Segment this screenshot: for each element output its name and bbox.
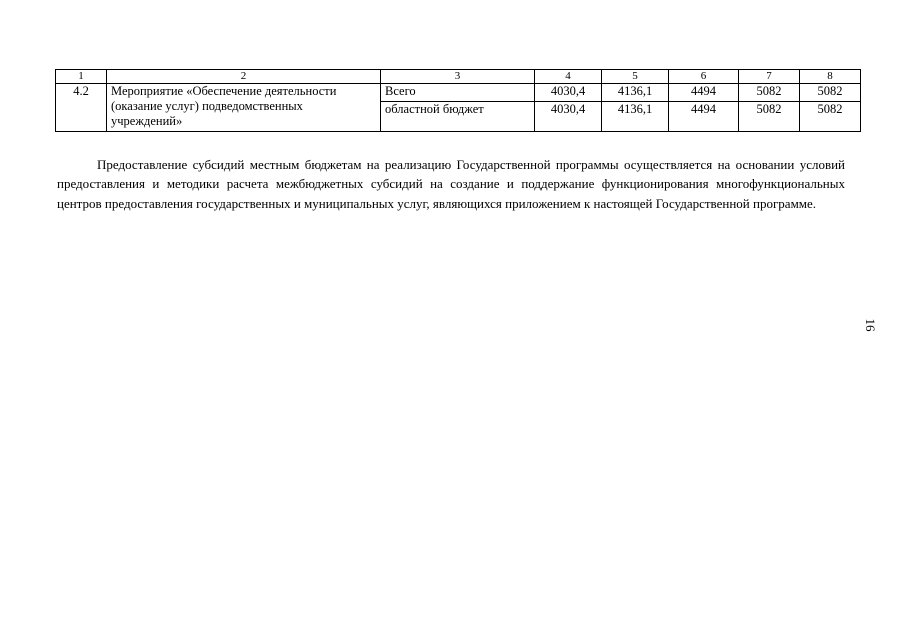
value-cell: 4136,1 <box>602 84 669 102</box>
funding-source: Всего <box>381 84 535 102</box>
value-cell: 4030,4 <box>535 102 602 132</box>
header-cell: 3 <box>381 70 535 84</box>
value-cell: 5082 <box>800 102 861 132</box>
funding-source: областной бюджет <box>381 102 535 132</box>
row-number: 4.2 <box>56 84 107 132</box>
page-number: 16 <box>863 318 878 332</box>
header-cell: 5 <box>602 70 669 84</box>
header-cell: 8 <box>800 70 861 84</box>
table-row <box>56 84 861 102</box>
body-paragraph: Предоставление субсидий местным бюджетам на реализацию Государственной программы осуществляется на основании условий предоставления и методики расчета межбюджетных субсидий на создание и поддержание функционирования многофункциональных центров предоставления государственных и муниципальных услуг, являющихся приложением к настоящей Государственной программе. <box>57 157 845 211</box>
activity-name: Мероприятие «Обеспечение деятельности (оказание услуг) подведомственных учреждений» <box>107 84 381 132</box>
value-cell: 4494 <box>669 102 739 132</box>
header-cell: 2 <box>107 70 381 84</box>
header-cell: 1 <box>56 70 107 84</box>
value-cell: 5082 <box>739 102 800 132</box>
program-table <box>55 69 861 132</box>
value-cell: 4136,1 <box>602 102 669 132</box>
table-header-row <box>56 70 861 84</box>
value-cell: 5082 <box>800 84 861 102</box>
value-cell: 4494 <box>669 84 739 102</box>
value-cell: 5082 <box>739 84 800 102</box>
header-cell: 4 <box>535 70 602 84</box>
value-cell: 4030,4 <box>535 84 602 102</box>
header-cell: 6 <box>669 70 739 84</box>
header-cell: 7 <box>739 70 800 84</box>
